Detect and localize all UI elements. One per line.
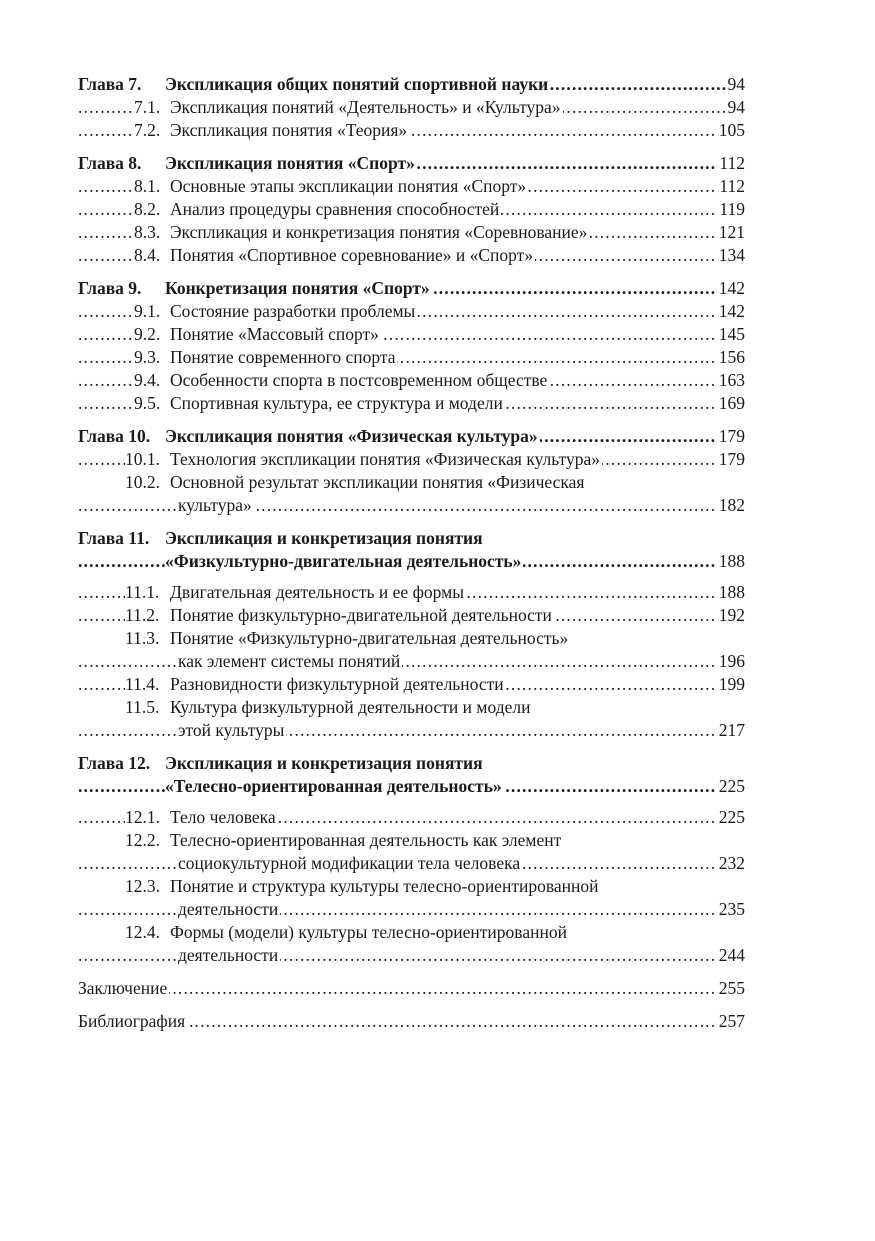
page-number: 112: [719, 153, 745, 173]
chapter-title-continuation: «Телесно-ориентированная деятельность»: [165, 776, 502, 796]
toc-item-12-2-cont[interactable]: [78, 852, 745, 875]
page-number: 169: [718, 393, 745, 413]
item-title: Тело человека: [170, 807, 276, 827]
toc-item-8-1[interactable]: [78, 175, 745, 198]
page-number: 163: [718, 370, 745, 390]
chapter-title: Экспликация и конкретизация понятия: [165, 753, 483, 773]
item-title-continuation: как элемент системы понятий: [178, 651, 401, 671]
page-number: 255: [718, 978, 745, 998]
toc-item-9-3[interactable]: [78, 346, 745, 369]
chapter-title-continuation: «Физкультурно-двигательная деятельность»: [165, 551, 522, 571]
page-number: 232: [718, 853, 745, 873]
page-number: 134: [718, 245, 745, 265]
item-title-continuation: этой культуры: [178, 720, 285, 740]
item-title: Особенности спорта в постсовременном обществе: [170, 370, 548, 390]
toc-chapter-9[interactable]: [78, 277, 745, 300]
chapter-title: Экспликация понятия «Физическая культура»: [165, 426, 538, 446]
toc-item-11-4[interactable]: [78, 673, 745, 696]
item-number: 7.1.: [134, 97, 161, 117]
toc-item-11-2[interactable]: [78, 604, 745, 627]
toc-item-7-1[interactable]: [78, 96, 745, 119]
page-number: 119: [719, 199, 745, 219]
item-number: 9.4.: [134, 370, 161, 390]
toc-item-7-2[interactable]: [78, 119, 745, 142]
toc-item-10-2-cont[interactable]: [78, 494, 745, 517]
page-number: 192: [718, 605, 745, 625]
toc-chapter-12-cont[interactable]: [78, 775, 745, 798]
toc-chapter-10[interactable]: [78, 425, 745, 448]
item-number: 11.3.: [125, 628, 160, 648]
page-number: 94: [727, 97, 745, 117]
item-title: Культура физкультурной деятельности и модели: [170, 697, 531, 717]
toc-item-11-3[interactable]: [78, 627, 745, 650]
item-title: Телесно-ориентированная деятельность как элемент: [170, 830, 562, 850]
toc-item-9-2[interactable]: [78, 323, 745, 346]
item-title: Состояние разработки проблемы: [170, 301, 416, 321]
chapter-label: Глава 10.: [78, 426, 151, 446]
toc-item-12-3[interactable]: [78, 875, 745, 898]
item-title: Формы (модели) культуры телесно-ориентированной: [170, 922, 567, 942]
toc-conclusion[interactable]: [78, 977, 745, 1000]
item-title: Понятие и структура культуры телесно-ориентированной: [170, 876, 599, 896]
toc-item-8-2[interactable]: [78, 198, 745, 221]
page-number: 105: [718, 120, 745, 140]
chapter-label: Глава 8.: [78, 153, 142, 173]
toc-item-8-3[interactable]: [78, 221, 745, 244]
item-title: Основной результат экспликации понятия «Физическая: [170, 472, 585, 492]
item-number: 10.1.: [125, 449, 160, 469]
chapter-label: Глава 12.: [78, 753, 151, 773]
toc-item-12-4[interactable]: [78, 921, 745, 944]
page-number: 179: [718, 426, 745, 446]
toc-bibliography[interactable]: [78, 1010, 745, 1033]
chapter-label: Глава 9.: [78, 278, 142, 298]
item-title: Понятие «Физкультурно-двигательная деятельность»: [170, 628, 569, 648]
page-number: 188: [718, 582, 745, 602]
toc-chapter-11[interactable]: [78, 527, 745, 550]
item-number: 8.3.: [134, 222, 161, 242]
page-number: 182: [718, 495, 745, 515]
toc-item-12-1[interactable]: [78, 806, 745, 829]
chapter-title: Экспликация и конкретизация понятия: [165, 528, 483, 548]
item-number: 11.4.: [125, 674, 160, 694]
item-number: 8.4.: [134, 245, 161, 265]
item-number: 9.5.: [134, 393, 161, 413]
toc-item-11-5[interactable]: [78, 696, 745, 719]
page-number: 235: [718, 899, 745, 919]
toc-chapter-8[interactable]: [78, 152, 745, 175]
item-number: 11.5.: [125, 697, 160, 717]
toc-item-9-1[interactable]: [78, 300, 745, 323]
item-title: Понятие физкультурно-двигательной деятельности: [170, 605, 552, 625]
toc-chapter-7[interactable]: [78, 73, 745, 96]
item-title: Экспликация понятия «Теория»: [170, 120, 408, 140]
item-title: Понятия «Спортивное соревнование» и «Спорт»: [170, 245, 534, 265]
page-number: 94: [727, 74, 745, 94]
page-number: 179: [718, 449, 745, 469]
item-number: 12.2.: [125, 830, 160, 850]
item-title: Основные этапы экспликации понятия «Спорт»: [170, 176, 527, 196]
item-title: Экспликация и конкретизация понятия «Соревнование»: [170, 222, 588, 242]
page-number: 199: [718, 674, 745, 694]
toc-item-11-5-cont[interactable]: [78, 719, 745, 742]
toc-item-12-3-cont[interactable]: [78, 898, 745, 921]
table-of-contents: [78, 73, 745, 1033]
toc-item-9-5[interactable]: [78, 392, 745, 415]
page-number: 196: [718, 651, 745, 671]
toc-item-8-4[interactable]: [78, 244, 745, 267]
toc-item-12-2[interactable]: [78, 829, 745, 852]
item-number: 10.2.: [125, 472, 160, 492]
item-number: 12.3.: [125, 876, 160, 896]
chapter-title: Конкретизация понятия «Спорт»: [165, 278, 430, 298]
item-number: 8.2.: [134, 199, 161, 219]
page-number: 142: [718, 301, 745, 321]
item-number: 9.3.: [134, 347, 161, 367]
page-number: 112: [719, 176, 745, 196]
page-number: 217: [718, 720, 745, 740]
page-number: 257: [718, 1011, 745, 1031]
item-number: 9.2.: [134, 324, 161, 344]
item-number: 8.1.: [134, 176, 161, 196]
item-title: Спортивная культура, ее структура и модели: [170, 393, 503, 413]
page-number: 225: [718, 807, 745, 827]
bibliography-title: Библиография: [78, 1011, 186, 1031]
item-title: Двигательная деятельность и ее формы: [170, 582, 464, 602]
item-title: Понятие современного спорта: [170, 347, 396, 367]
item-number: 12.1.: [125, 807, 160, 827]
toc-item-9-4[interactable]: [78, 369, 745, 392]
chapter-title: Экспликация понятия «Спорт»: [165, 153, 415, 173]
page-number: 121: [718, 222, 745, 242]
toc-item-12-4-cont[interactable]: [78, 944, 745, 967]
item-title: Разновидности физкультурной деятельности: [170, 674, 504, 694]
page-number: 244: [718, 945, 745, 965]
chapter-label: Глава 7.: [78, 74, 142, 94]
toc-item-11-1[interactable]: [78, 581, 745, 604]
toc-chapter-11-cont[interactable]: [78, 550, 745, 573]
chapter-label: Глава 11.: [78, 528, 150, 548]
conclusion-title: Заключение: [78, 978, 168, 998]
item-title-continuation: деятельности: [178, 899, 279, 919]
item-number: 11.2.: [125, 605, 160, 625]
item-title-continuation: деятельности: [178, 945, 279, 965]
page-number: 156: [718, 347, 745, 367]
toc-item-10-1[interactable]: [78, 448, 745, 471]
item-number: 7.2.: [134, 120, 161, 140]
item-number: 11.1.: [125, 582, 160, 602]
toc-item-10-2[interactable]: [78, 471, 745, 494]
chapter-title: Экспликация общих понятий спортивной науки: [165, 74, 549, 94]
item-title: Понятие «Массовый спорт»: [170, 324, 379, 344]
item-title: Экспликация понятий «Деятельность» и «Культура»: [170, 97, 561, 117]
item-number: 9.1.: [134, 301, 161, 321]
page-number: 145: [718, 324, 745, 344]
item-title-continuation: социокультурной модификации тела человека: [178, 853, 521, 873]
toc-item-11-3-cont[interactable]: [78, 650, 745, 673]
page-number: 225: [718, 776, 745, 796]
page-number: 188: [718, 551, 745, 571]
toc-chapter-12[interactable]: [78, 752, 745, 775]
item-title-continuation: культура»: [178, 495, 252, 515]
page-number: 142: [718, 278, 745, 298]
item-title: Технология экспликации понятия «Физическая культура»: [170, 449, 601, 469]
item-title: Анализ процедуры сравнения способностей: [170, 199, 500, 219]
item-number: 12.4.: [125, 922, 160, 942]
